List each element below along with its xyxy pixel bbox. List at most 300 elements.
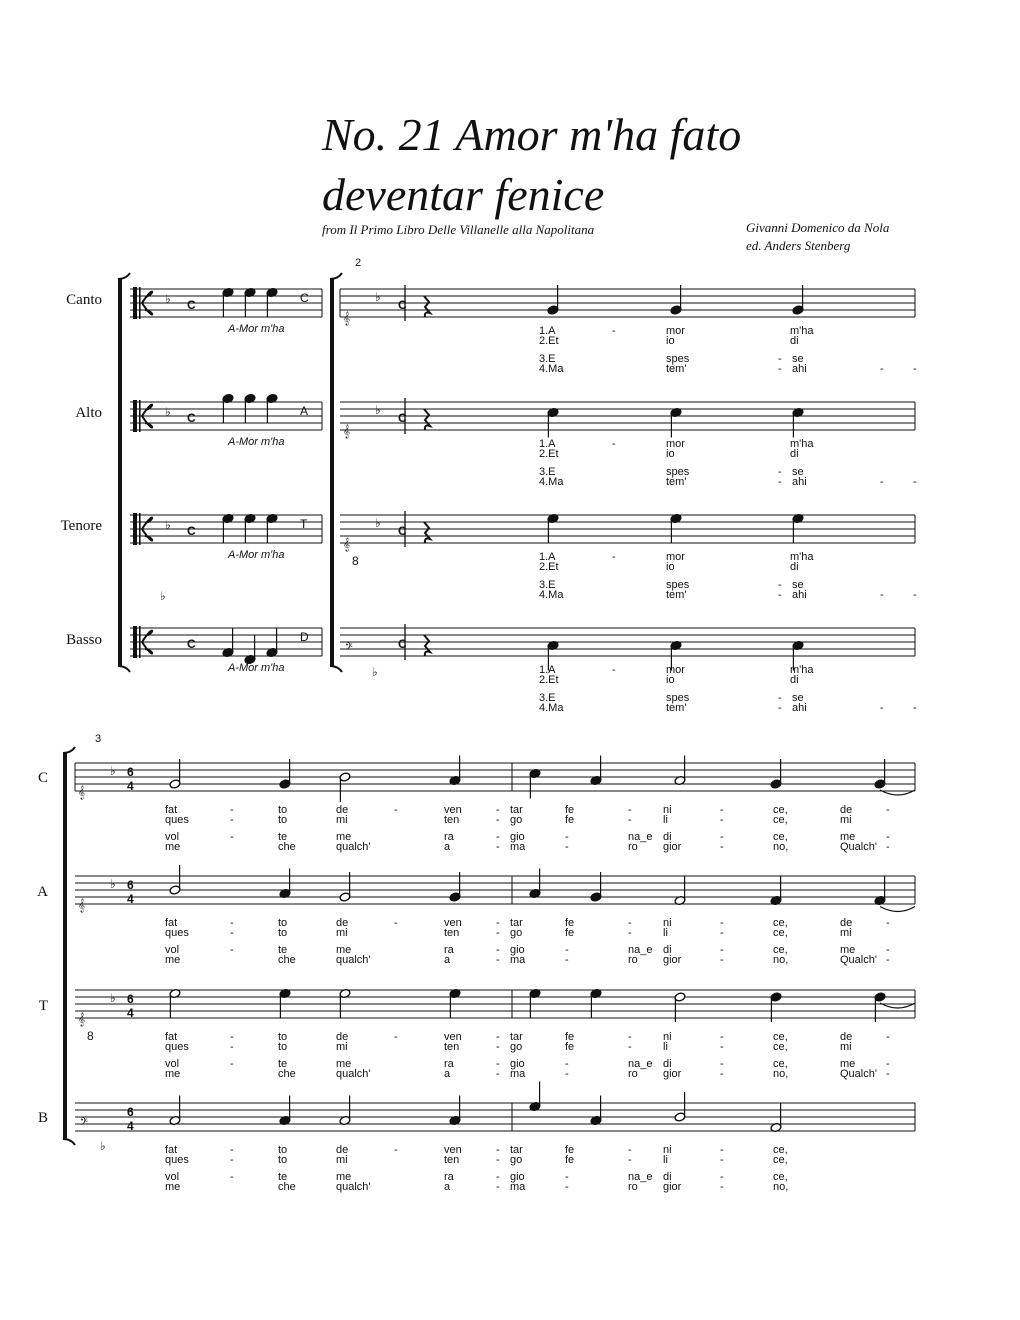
lyric-syllable: Qualch' [840,954,877,966]
key-signature-flat: ♭ [375,290,381,304]
lyric-syllable: ahi [792,363,807,375]
lyric-syllable: de [840,1031,853,1043]
lyric-syllable: - [628,804,632,816]
lyric-syllable: ques [165,1154,189,1166]
lyric-syllable: qualch' [336,1068,371,1080]
lyric-syllable: ni [663,917,672,929]
lyric-syllable: de [840,804,853,816]
lyric-syllable: te [278,1058,288,1070]
time-signature-numerator: 6 [127,992,134,1006]
lyric-syllable: tem' [666,476,687,488]
lyric-syllable: mi [840,1041,852,1053]
lyric-syllable: ten [444,927,460,939]
lyric-syllable: 2.Et [539,674,559,686]
lyric-syllable: li [663,1154,668,1166]
lyric-syllable: - [720,804,724,816]
lyric-syllable: - [565,1181,569,1193]
lyric-syllable: ro [628,841,638,853]
lyric-syllable: ce, [773,1144,788,1156]
time-signature-numerator: 6 [127,765,134,779]
lyric-syllable: 1.A [539,438,556,450]
time-signature: C [187,637,196,651]
lyric-syllable: te [278,944,288,956]
lyric-syllable: to [278,1144,288,1156]
lyric-syllable: to [278,1041,288,1053]
lyric-syllable: te [278,1171,288,1183]
system-bracket [118,666,130,672]
lyric-syllable: de [336,804,349,816]
lyric-syllable: ro [628,954,638,966]
lyric-syllable: - [612,438,616,450]
editor: ed. Anders Stenberg [746,238,851,253]
lyric-syllable: se [792,579,804,591]
lyric-syllable: me [165,1068,181,1080]
lyric-syllable: - [394,804,398,816]
lyric-syllable: ten [444,1154,460,1166]
key-signature-flat: ♭ [160,589,166,603]
system-bracket [118,273,130,279]
lyric-syllable: io [666,674,675,686]
lyric-syllable: - [496,1181,500,1193]
key-signature-flat: ♭ [165,292,171,306]
lyric-syllable: - [565,831,569,843]
lyric-syllable: - [778,476,782,488]
lyric-syllable: me [840,831,856,843]
lyric-syllable: - [496,1171,500,1183]
lyric-syllable: no, [773,841,789,853]
lyric-syllable: ni [663,1144,672,1156]
lyric-syllable: ma [510,841,526,853]
title-line-1: No. 21 Amor m'ha fato [322,109,742,160]
lyric-syllable: ce, [773,927,788,939]
lyric-syllable: na_e [628,1058,653,1070]
system-bracket [63,1139,75,1145]
lyric-syllable: tar [510,804,523,816]
lyric-syllable: Qualch' [840,841,877,853]
lyric-syllable: tem' [666,702,687,714]
lyric-syllable: - [565,1058,569,1070]
lyric-syllable: - [628,1041,632,1053]
key-signature-flat: ♭ [100,1139,106,1153]
lyric-syllable: mor [666,664,685,676]
lyric-syllable: di [790,448,799,460]
lyric-syllable: fe [565,1144,575,1156]
lyric-syllable: ra [444,1171,454,1183]
lyric-syllable: - [394,1144,398,1156]
lyric-syllable: ma [510,954,526,966]
lyric-syllable: go [510,1154,523,1166]
lyric-syllable: - [230,917,234,929]
lyric-syllable: ce, [773,1171,788,1183]
lyric-syllable: me [336,831,352,843]
voice-abbr-t: T [38,998,48,1014]
lyric-syllable: ahi [792,702,807,714]
lyric-syllable: fat [165,804,178,816]
lyric-syllable: - [886,954,890,966]
system-bracket [330,666,342,672]
lyric-syllable: di [663,1171,672,1183]
lyric-syllable: - [886,944,890,956]
bass-clef: 𝄢 [345,641,353,655]
lyric-syllable: me [165,1181,181,1193]
lyric-syllable: - [778,702,782,714]
time-signature: C [398,298,407,312]
time-signature: C [187,411,196,425]
time-signature: C [398,637,407,651]
c-clef [139,513,141,545]
lyric-syllable: 3.E [539,353,556,365]
lyric-syllable: - [720,1154,724,1166]
lyric-syllable: - [496,831,500,843]
lyric-syllable: 4.Ma [539,363,564,375]
lyric-syllable: - [880,476,884,488]
lyric-syllable: de [840,917,853,929]
lyric-syllable: de [336,1144,349,1156]
lyric-syllable: ra [444,944,454,956]
lyric-syllable: na_e [628,1171,653,1183]
lyric-syllable: - [913,702,917,714]
treble-clef: 𝄞 [343,537,351,551]
key-signature-flat: ♭ [375,516,381,530]
lyric-syllable: 1.A [539,664,556,676]
lyric-syllable: - [720,1171,724,1183]
lyric-syllable: to [278,804,288,816]
lyric-syllable: ahi [792,589,807,601]
c-clef [142,292,152,303]
lyric-syllable: me [336,1171,352,1183]
incipit-voice-letter: D [300,630,309,644]
lyric-syllable: mor [666,325,685,337]
lyric-syllable: spes [666,579,690,591]
lyric-syllable: di [663,831,672,843]
treble-clef: 𝄞 [78,785,86,799]
treble-clef: 𝄞 [343,311,351,325]
lyric-syllable: a [444,1181,451,1193]
lyric-syllable: - [720,954,724,966]
lyric-syllable: to [278,927,288,939]
lyric-syllable: ce, [773,814,788,826]
lyric-syllable: - [628,1031,632,1043]
lyric-syllable: tem' [666,363,687,375]
lyric-syllable: - [913,363,917,375]
lyric-syllable: me [165,954,181,966]
lyric-syllable: 1.A [539,551,556,563]
lyric-syllable: m'ha [790,551,814,563]
lyric-syllable: - [565,1171,569,1183]
source-subtitle: from Il Primo Libro Delle Villanelle alla Napolitana [322,222,595,237]
lyric-syllable: di [663,944,672,956]
lyric-syllable: ni [663,1031,672,1043]
incipit-voice-letter: T [300,517,308,531]
lyric-syllable: - [496,1154,500,1166]
lyric-syllable: di [663,1058,672,1070]
lyric-syllable: go [510,814,523,826]
lyric-syllable: 4.Ma [539,476,564,488]
key-signature-flat: ♭ [165,405,171,419]
lyric-syllable: no, [773,1181,789,1193]
lyric-syllable: gio [510,831,525,843]
key-signature-flat: ♭ [165,518,171,532]
title-line-2: deventar fenice [322,169,605,220]
lyric-syllable: me [336,1058,352,1070]
lyric-syllable: - [628,814,632,826]
lyric-syllable: - [720,1031,724,1043]
lyric-syllable: fe [565,917,575,929]
voice-name-tenore: Tenore [60,518,102,534]
time-signature-denominator: 4 [127,1006,134,1020]
lyric-syllable: ce, [773,1058,788,1070]
lyric-syllable: - [886,1058,890,1070]
lyric-syllable: fat [165,1031,178,1043]
lyric-syllable: - [720,814,724,826]
lyric-syllable: gio [510,944,525,956]
lyric-syllable: mor [666,438,685,450]
lyric-syllable: ten [444,814,460,826]
lyric-syllable: - [230,804,234,816]
lyric-syllable: me [336,944,352,956]
lyric-syllable: - [913,589,917,601]
lyric-syllable: gior [663,841,682,853]
lyric-syllable: gior [663,1181,682,1193]
lyric-syllable: spes [666,692,690,704]
lyric-syllable: - [886,841,890,853]
c-clef [133,287,137,319]
lyric-syllable: ce, [773,1031,788,1043]
key-signature-flat: ♭ [375,403,381,417]
lyric-syllable: - [496,1144,500,1156]
incipit-voice-letter: C [300,291,309,305]
lyric-syllable: gior [663,954,682,966]
c-clef [142,631,152,642]
system-bracket [63,747,75,753]
lyric-syllable: - [886,1068,890,1080]
time-signature: C [187,298,196,312]
lyric-syllable: - [913,476,917,488]
lyric-syllable: ra [444,831,454,843]
lyric-syllable: di [790,674,799,686]
c-clef [133,513,137,545]
lyric-syllable: ahi [792,476,807,488]
lyric-syllable: vol [165,1058,180,1070]
lyric-syllable: ra [444,1058,454,1070]
lyric-syllable: fe [565,1154,575,1166]
c-clef [139,400,141,432]
treble-clef: 𝄞 [78,1012,86,1026]
lyric-syllable: - [720,1144,724,1156]
lyric-syllable: 4.Ma [539,589,564,601]
lyric-syllable: gio [510,1171,525,1183]
c-clef [139,287,141,319]
lyric-syllable: 3.E [539,579,556,591]
lyric-syllable: go [510,1041,523,1053]
lyric-syllable: 1.A [539,325,556,337]
lyric-syllable: fe [565,814,575,826]
time-signature-numerator: 6 [127,878,134,892]
lyric-syllable: - [720,831,724,843]
lyric-syllable: - [886,917,890,929]
lyric-syllable: - [886,804,890,816]
lyric-syllable: vol [165,1171,180,1183]
lyric-syllable: me [840,944,856,956]
lyric-syllable: - [778,692,782,704]
lyric-syllable: ma [510,1181,526,1193]
c-clef [142,518,152,529]
voice-abbr-c: C [37,770,48,786]
lyric-syllable: ce, [773,831,788,843]
lyric-syllable: de [336,917,349,929]
lyric-syllable: se [792,692,804,704]
lyric-syllable: gior [663,1068,682,1080]
lyric-syllable: che [278,1068,296,1080]
lyric-syllable: - [496,1031,500,1043]
lyric-syllable: - [230,831,234,843]
lyric-syllable: te [278,831,288,843]
lyric-syllable: - [720,1068,724,1080]
lyric-syllable: che [278,1181,296,1193]
lyric-syllable: - [496,1068,500,1080]
lyric-syllable: - [230,814,234,826]
lyric-syllable: - [720,1181,724,1193]
lyric-syllable: me [165,841,181,853]
lyric-syllable: fat [165,1144,178,1156]
lyric-syllable: na_e [628,831,653,843]
time-signature-denominator: 4 [127,1119,134,1133]
lyric-syllable: ce, [773,1041,788,1053]
lyric-syllable: fe [565,804,575,816]
lyric-syllable: ven [444,804,462,816]
lyric-syllable: che [278,841,296,853]
lyric-syllable: io [666,335,675,347]
lyric-syllable: ma [510,1068,526,1080]
lyric-syllable: mi [336,1154,348,1166]
quarter-rest [424,409,430,430]
lyric-syllable: - [612,551,616,563]
lyric-syllable: ven [444,1144,462,1156]
lyric-syllable: ni [663,804,672,816]
lyric-syllable: ce, [773,804,788,816]
time-signature: C [398,411,407,425]
lyric-syllable: ro [628,1068,638,1080]
lyric-syllable: ques [165,927,189,939]
lyric-syllable: - [496,1058,500,1070]
lyric-syllable: - [628,927,632,939]
lyric-syllable: m'ha [790,664,814,676]
lyric-syllable: - [496,927,500,939]
composer: Givanni Domenico da Nola [746,220,890,235]
key-signature-flat: ♭ [372,665,378,679]
lyric-syllable: li [663,814,668,826]
lyric-syllable: - [496,954,500,966]
lyric-syllable: - [496,814,500,826]
lyric-syllable: - [565,1068,569,1080]
lyric-syllable: - [230,1171,234,1183]
lyric-syllable: me [840,1058,856,1070]
lyric-syllable: to [278,917,288,929]
quarter-rest [424,296,430,317]
lyric-syllable: ques [165,1041,189,1053]
incipit-lyric: A-Mor m'ha [228,549,285,561]
lyric-syllable: - [612,325,616,337]
time-signature-numerator: 6 [127,1105,134,1119]
lyric-syllable: - [628,917,632,929]
lyric-syllable: se [792,353,804,365]
lyric-syllable: mi [336,814,348,826]
lyric-syllable: mi [840,927,852,939]
lyric-syllable: 4.Ma [539,702,564,714]
lyric-syllable: - [778,363,782,375]
lyric-syllable: - [880,702,884,714]
lyric-syllable: - [230,944,234,956]
lyric-syllable: - [496,917,500,929]
lyric-syllable: fat [165,917,178,929]
lyric-syllable: ro [628,1181,638,1193]
voice-abbr-b: B [37,1110,48,1126]
lyric-syllable: no, [773,954,789,966]
lyric-syllable: - [565,841,569,853]
lyric-syllable: - [720,927,724,939]
quarter-rest [424,635,430,656]
quarter-rest [424,522,430,543]
lyric-syllable: to [278,814,288,826]
lyric-syllable: - [886,831,890,843]
lyric-syllable: - [230,1154,234,1166]
lyric-syllable: m'ha [790,325,814,337]
lyric-syllable: no, [773,1068,789,1080]
lyric-syllable: li [663,1041,668,1053]
lyric-syllable: - [230,1041,234,1053]
tie [880,907,915,912]
lyric-syllable: - [230,1058,234,1070]
lyric-syllable: Qualch' [840,1068,877,1080]
time-signature-denominator: 4 [127,779,134,793]
lyric-syllable: - [496,1041,500,1053]
lyric-syllable: ven [444,917,462,929]
voice-name-basso: Basso [66,632,102,648]
lyric-syllable: go [510,927,523,939]
lyric-syllable: 2.Et [539,448,559,460]
lyric-syllable: - [230,1144,234,1156]
lyric-syllable: to [278,1031,288,1043]
lyric-syllable: 2.Et [539,335,559,347]
lyric-syllable: tar [510,917,523,929]
c-clef [142,416,152,427]
c-clef [142,642,152,653]
lyric-syllable: di [790,335,799,347]
voice-name-canto: Canto [66,292,102,308]
c-clef [142,303,152,314]
lyric-syllable: mi [336,927,348,939]
lyric-syllable: io [666,448,675,460]
c-clef [142,529,152,540]
lyric-syllable: - [720,1041,724,1053]
incipit-lyric: A-Mor m'ha [228,323,285,335]
octave-mark: 8 [87,1029,94,1043]
lyric-syllable: - [720,1058,724,1070]
lyric-syllable: mi [336,1041,348,1053]
c-clef [142,405,152,416]
incipit-lyric: A-Mor m'ha [228,662,285,674]
lyric-syllable: - [880,589,884,601]
lyric-syllable: fe [565,1041,575,1053]
key-signature-flat: ♭ [110,877,116,891]
c-clef [133,626,137,658]
lyric-syllable: 2.Et [539,561,559,573]
lyric-syllable: 3.E [539,692,556,704]
measure-number: 3 [95,733,102,745]
lyric-syllable: - [628,1154,632,1166]
lyric-syllable: li [663,927,668,939]
lyric-syllable: na_e [628,944,653,956]
